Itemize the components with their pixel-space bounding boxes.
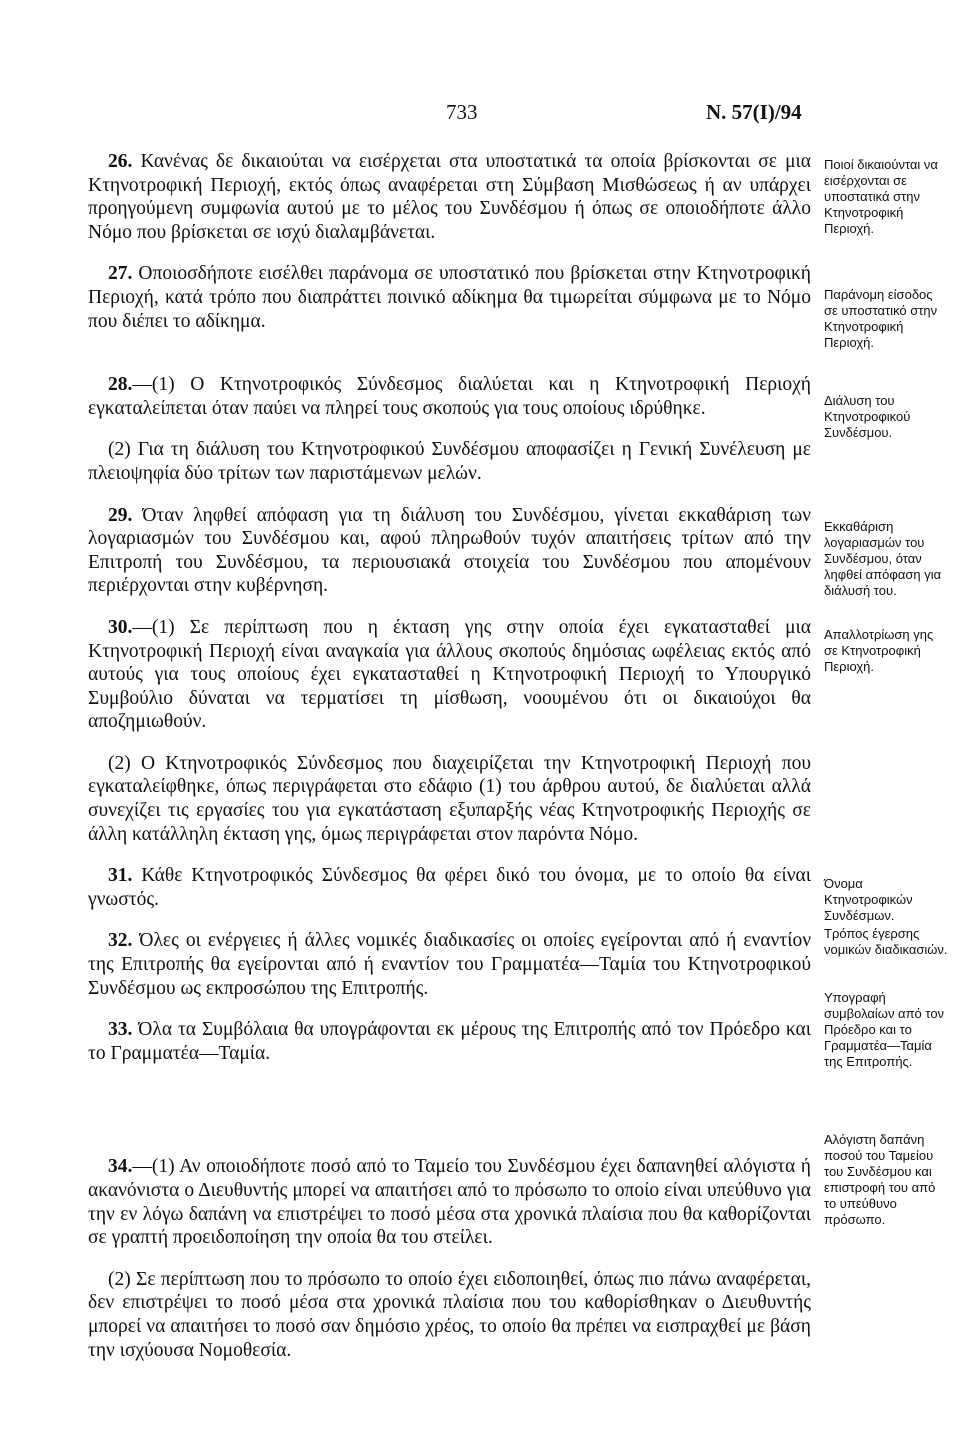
section-text: —(1) Ο Κτηνοτροφικός Σύνδεσμος διαλύεται και η Κτηνοτροφική Περιοχή εγκαταλείπεται όταν παύει να πληρεί τους σκοπούς για τους οποίους ιδρύθηκε. [88,374,811,419]
section-26 [88,150,811,244]
section-text: Οποιοσδήποτε εισέλθει παράνομα σε υποστατικό που βρίσκεται στην Κτηνοτροφική Περιοχή, κατά τρόπο που διαπράττει ποινικό αδίκημα θα τιμωρείται σύμφωνα με το Νόμο που διέπει το αδίκημα. [88,263,811,332]
law-reference: N. 57(I)/94 [706,100,802,124]
section-33 [88,1018,811,1065]
section-34-2 [88,1268,811,1362]
margin-note-28: Διάλυση του Κτηνοτροφικού Συνδέσμου. [824,393,911,440]
margin-note-30: Απαλλοτρίωση γης σε Κτηνοτροφική Περιοχή. [824,627,934,674]
section-text: (2) Σε περίπτωση που το πρόσωπο το οποίο έχει ειδοποιηθεί, όπως πιο πάνω αναφέρεται, δεν επιστρέψει το ποσό μέσα στα χρονικά πλαίσια που του καθορίσθηκαν ο Διευθυντής μπορεί να απαιτήσει το ποσό σαν δημόσιο χρέος, το οποίο θα πρέπει να εισπραχθεί με βάση την ισχύουσα Νομοθεσία. [88,1268,811,1361]
section-number: 30. [108,616,133,638]
section-number: 28. [108,374,133,396]
section-31 [88,864,811,911]
section-number: 33. [108,1019,133,1041]
section-text: (2) Για τη διάλυση του Κτηνοτροφικού Συνδέσμου αποφασίζει η Γενική Συνέλευση με πλειοψηφία δύο τρίτων των παριστάμενων μελών. [88,439,811,484]
main-text [88,150,811,1362]
section-32 [88,929,811,1000]
section-text: Κανένας δε δικαιούται να εισέρχεται στα υποστατικά τα οποία βρίσκονται σε μια Κτηνοτροφική Περιοχή, εκτός όπως αναφέρεται στη Σύμβαση Μισθώσεως ή αν υπάρχει προηγούμενη συμφωνία αυτού με το μέλος του Συνδέσμου ή όπως σε οποιοδήποτε άλλο Νόμο που βρίσκεται σε ισχύ διαλαμβάνεται. [88,151,811,243]
section-text: Όταν ληφθεί απόφαση για τη διάλυση του Συνδέσμου, γίνεται εκκαθάριση των λογαριασμών του Συνδέσμου και, αφού πληρωθούν τυχόν απαιτήσεις τρίτων από την Επιτροπή του Συνδέσμου, τα περιουσιακά στοιχεία του Συνδέσμου που απομένουν περιέρχονται στην κυβέρνηση. [88,504,812,597]
section-text: Κάθε Κτηνοτροφικός Σύνδεσμος θα φέρει δικό του όνομα, με το οποίο θα είναι γνωστός. [88,865,812,910]
margin-note-34: Αλόγιστη δαπάνη ποσού του Ταμείου του Συνδέσμου και επιστροφή του από το υπεύθυνο πρόσωπο. [824,1132,936,1227]
section-number: 29. [108,504,133,526]
section-number: 32. [108,930,133,952]
section-28-2 [88,438,811,485]
section-28-1 [88,373,811,420]
margin-note-32: Τρόπος έγερσης νομικών διαδικασιών. [824,926,948,957]
margin-note-26: Ποιοί δικαιούνται να εισέρχονται σε υποστατικά στην Κτηνοτροφική Περιοχή. [824,157,938,236]
margin-note-27: Παράνομη είσοδος σε υποστατικό στην Κτηνοτροφική Περιοχή. [824,287,938,350]
margin-note-33: Υπογραφή συμβολαίων από τον Πρόεδρο και το Γραμματέα—Ταμία της Επιτροπής. [824,990,945,1069]
section-text: Όλα τα Συμβόλαια θα υπογράφονται εκ μέρους της Επιτροπής από τον Πρόεδρο και το Γραμματέα—Ταμία. [88,1019,811,1064]
section-text: (2) Ο Κτηνοτροφικός Σύνδεσμος που διαχειρίζεται την Κτηνοτροφική Περιοχή που εγκαταλείφθηκε, όπως περιγράφεται στο εδάφιο (1) του άρθρου αυτού, δε διαλύεται αλλά συνεχίζει τις εργασίες του για εγκατάσταση εξυπαρξής νέας Κτηνοτροφικής Περιοχής σε άλλη κατάλληλη έκταση γης, όμως περιγράφεται στον παρόντα Νόμο. [88,752,811,845]
section-text: Όλες οι ενέργειες ή άλλες νομικές διαδικασίες οι οποίες εγείρονται από ή εναντίον της Επιτροπής θα εγείρονται από ή εναντίον του Γραμματέα—Ταμία του Κτηνοτροφικού Συνδέσμου ως εκπροσώπου της Επιτροπής. [88,930,812,999]
section-number: 27. [108,263,133,285]
section-text: —(1) Αν οποιοδήποτε ποσό από το Ταμείο του Συνδέσμου έχει δαπανηθεί αλόγιστα ή ακανόνιστα ο Διευθυντής μπορεί να απαιτήσει από το πρόσωπο το οποίο είναι υπεύθυνο για την εν λόγω δαπάνη να επιστρέψει το ποσό μέσα στα χρονικά πλαίσια που θα καθορίζονται σε γραπτή προειδοποίηση την οποία θα του στείλει. [88,1156,811,1249]
section-number: 26. [108,151,133,172]
margin-note-31: Όνομα Κτηνοτροφικών Συνδέσμων. [824,876,913,923]
section-27 [88,262,811,333]
section-30-2 [88,752,811,846]
page-header [0,100,960,130]
section-number: 31. [108,865,133,887]
page-number: 733 [446,100,478,124]
section-34-1 [88,1155,811,1249]
margin-note-29: Εκκαθάριση λογαριασμών του Συνδέσμου, όταν ληφθεί απόφαση για διάλυσή του. [824,519,942,598]
section-text: —(1) Σε περίπτωση που η έκταση γης στην οποία έχει εγκατασταθεί μια Κτηνοτροφική Περιοχή είναι αναγκαία για άλλους σκοπούς δημόσιας ωφέλειας εκτός από αυτούς για τους οποίους έχει εγκατασταθεί η Κτηνοτροφική Περιοχή το Υπουργικό Συμβούλιο δύναται να τερματίσει τη μίσθωση, νοουμένου ότι οι δικαιούχοι θα αποζημιωθούν. [88,616,811,733]
section-30-1 [88,616,811,734]
section-number: 34. [108,1156,133,1178]
section-29 [88,504,811,598]
